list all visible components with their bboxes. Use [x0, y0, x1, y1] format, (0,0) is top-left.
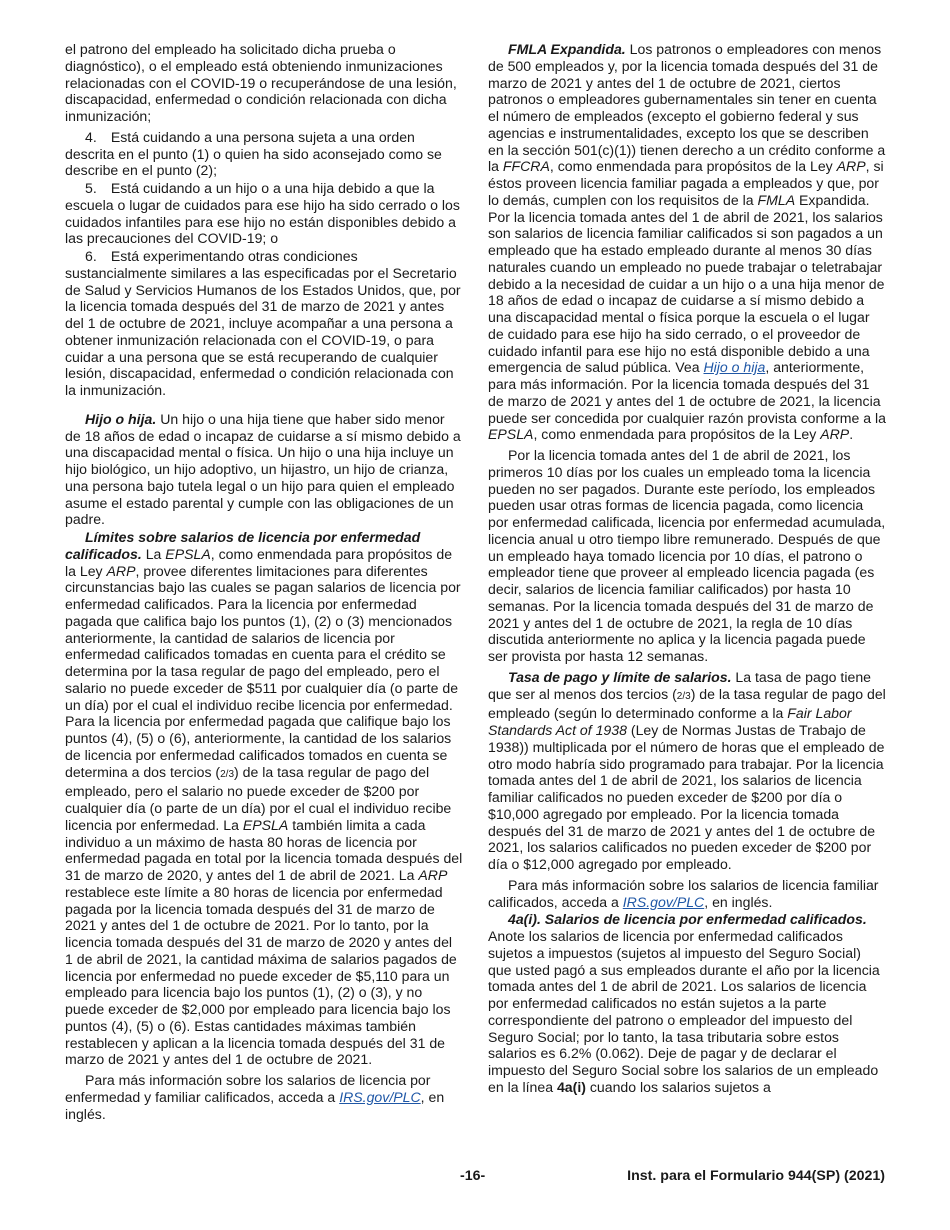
text-run: Anote los salarios de licencia por enfermedad calificados sujetos a impuestos (sujetos al impuesto del Seguro Social) que usted pagó a sus empleados durante el año por la licencia tomada antes del 1 de abril de 2021. Los salarios de licencia por enfermedad calificados no están sujetos a la parte correspondiente del patrono o empleador del impuesto del Seguro Social; por lo tanto, la tasa tributaria sobre estos salarios es 6.2% (0.062). Deje de pagar y de declarar el impuesto del Seguro Social sobre los salarios de un empleado en la línea	[488, 928, 880, 1095]
fmla-heading: FMLA Expandida.	[508, 41, 626, 57]
text-run: La tasa de pago tiene que ser al menos dos tercios (	[488, 668, 871, 702]
mas-info-familiar-paragraph	[488, 877, 886, 911]
irs-plc-link[interactable]: IRS.gov/PLC	[622, 893, 705, 910]
text-run-italic: FMLA	[757, 191, 796, 208]
text-run: también limita a cada individuo a un máximo de hasta 80 horas de licencia por enfermedad pagada en total por la licencia tomada después del 31 de marzo de 2020, y antes del 1 de abril de 2021. La	[65, 816, 463, 883]
list-item-4: 4. Está cuidando a una persona sujeta a una orden descrita en el punto (1) o quien ha sido aconsejado como se describe en el punto (2);	[65, 128, 442, 179]
fmla-paragraph	[488, 41, 886, 443]
tasa-heading: Tasa de pago y límite de salarios.	[508, 668, 732, 685]
list-item-6: 6. Está experimentando otras condiciones sustancialmente similares a las especificadas por el Secretario de Salud y Servicios Humanos de los Estados Unidos, que, por la licencia tomada después del 31 de marzo de 2021 y antes del 1 de octubre de 2021, incluye acompañar a una persona a obtener inmunización relacionada con el COVID-19, o para cuidar a una persona que se está recuperando de cualquier lesión, discapacidad, enfermedad o condición relacionada con la inmunización.	[65, 248, 461, 398]
paragraph-continuation: el patrono del empleado ha solicitado dicha prueba o diagnóstico), o el empleado está obteniendo inmunizaciones relacionadas con el COVID-19 o recuperándose de una lesión, discapacidad, enfermedad o condición relacionada con dicha inmunización;	[65, 41, 457, 124]
list-item-5: 5. Está cuidando a un hijo o a una hija debido a que la escuela o lugar de cuidados para ese hijo ha sido cerrado o los cuidados infantiles para ese hijo no están disponibles debido a las precauciones del COVID-19; o	[65, 180, 460, 247]
line-4a-heading: 4a(i). Salarios de licencia por enfermedad calificados.	[508, 911, 867, 928]
text-run-italic: ARP	[106, 562, 136, 579]
text-run-bold: 4a(i)	[556, 1078, 586, 1095]
fraction-two-thirds: 2/3	[220, 768, 235, 780]
line-4a-paragraph	[488, 911, 886, 1095]
limites-heading: Límites sobre salarios de licencia por enfermedad calificados.	[65, 529, 421, 562]
text-run: , si éstos proveen licencia familiar pagada a empleados y que, por lo demás, cumplen con los requisitos de la	[488, 158, 884, 208]
mas-info-paragraph	[65, 1072, 463, 1122]
text-run: Para más información sobre los salarios de licencia por enfermedad y familiar calificados, acceda a	[65, 1072, 431, 1105]
text-run: , en inglés.	[65, 1088, 445, 1122]
right-column	[488, 41, 886, 1100]
page-footer	[65, 1168, 887, 1188]
hijo-heading: Hijo o hija.	[85, 410, 157, 427]
limites-paragraph	[65, 529, 463, 1068]
ten-days-paragraph: Por la licencia tomada antes del 1 de abril de 2021, los primeros 10 días por los cuales un empleado toma la licencia pueden no ser pagados. Durante este período, los empleados pueden usar otras formas de licencia pagada, como licencia por enfermedad calificada, licencia por enfermedad acumulada, licencia anual u otro tiempo libre remunerado. Después de que un empleado haya tomado licencia por 10 días, el patrono o empleador tiene que proveer al empleado licencia pagada (es decir, salarios de licencia familiar calificados) por hasta 10 semanas. Por la licencia tomada después del 31 de marzo de 2021 y antes del 1 de octubre de 2021, la regla de 10 días discutida anteriormente no aplica y la licencia pagada puede ser provista por hasta 12 semanas.	[488, 447, 886, 664]
text-run: ) de la tasa regular de pago del empleado, pero el salario no puede exceder de $200 por cualquier día (o parte de un día) por el cual el individuo recibe licencia por enfermedad. La	[65, 763, 452, 833]
text-run-italic: ARP	[418, 867, 448, 883]
tasa-paragraph	[488, 669, 886, 873]
irs-plc-link[interactable]: IRS.gov/PLC	[339, 1088, 421, 1105]
text-run: .	[849, 426, 854, 443]
form-title: Inst. para el Formulario 944(SP) (2021)	[627, 1168, 885, 1184]
page-number: -16-	[460, 1168, 486, 1184]
text-run-italic: Fair Labor Standards Act of 1938	[488, 705, 852, 738]
text-run: Para más información sobre los salarios de licencia familiar calificados, acceda a	[488, 876, 879, 910]
text-run: Los patronos o empleadores con menos de 500 empleados y, por la licencia tomada después del 31 de marzo de 2021 y antes del 1 de octubre de 2021, ciertos patronos o empleadores gubernamentales sin tener en cuenta el número de empleados (excepto el gobierno federal y sus agencias e instrumentalidades, excepto los que se describen en la sección 501(c)(1)) tienen derecho a un crédito conforme a la	[488, 41, 886, 175]
text-run: , provee diferentes limitaciones para diferentes circunstancias bajo las cuales se pagan salarios de licencia por enfermedad calificados. Para la licencia por enfermedad pagada que califica bajo los puntos (1), (2) o (3) mencionados anteriormente, la cantidad de salarios de licencia por enfermedad calificados tomadas en cuenta para el crédito se determina por la tasa regular de pago del empleado, pero el salario no puede exceder de $511 por cualquier día (o parte de un día) por el cual el individuo recibe licencia por enfermedad. Para la licencia por enfermedad pagada que califique bajo los puntos (4), (5) o (6), anteriormente, la cantidad de los salarios de licencia por enfermedad calificados tomados en cuenta se determina a dos tercios (	[65, 562, 461, 780]
text-run: cuando los salarios sujetos a	[589, 1078, 771, 1095]
fraction-two-thirds: 2/3	[676, 690, 691, 702]
text-run: Expandida. Por la licencia tomada antes del 1 de abril de 2021, los salarios son salarios de licencia familiar calificados si son pagados a un empleado que ha estado empleado durante al menos 30 días naturales cuando un empleado no puede trabajar o teletrabajar debido a la necesidad de cuidar a un hijo o a una hija menor de 18 años de edad o incapaz de cuidarse a sí mismo debido a una discapacidad mental o física porque la escuela o el lugar de cuidado para ese hijo ha sido cerrado, o el proveedor de cuidado infantil para ese hijo no está disponible debido a una emergencia de salud pública. Vea	[488, 191, 885, 376]
text-run: , en inglés.	[704, 893, 773, 910]
text-run: , como enmendada para propósitos de la Ley	[65, 545, 453, 579]
text-run: (Ley de Normas Justas de Trabajo de 1938)) multiplicada por el número de horas que el empleado de otro modo habría sido programado para trabajar. Por la licencia tomada antes del 1 de abril de 2021, los salarios de licencia familiar calificados no pueden exceder de $200 por día o $10,000 agregado por empleado. Por la licencia tomada después del 31 de marzo de 2021 y antes del 1 de octubre de 2021, los salarios calificados no pueden exceder de $200 por día o $12,000 agregado por empleado.	[488, 722, 885, 872]
left-column	[65, 41, 463, 1126]
text-run-italic: EPSLA	[165, 545, 211, 562]
text-run-italic: ARP	[820, 426, 850, 443]
text-run: , como enmendada para propósitos de la Ley	[549, 158, 833, 175]
hijo-o-hija-link[interactable]: Hijo o hija	[703, 359, 766, 376]
text-run: , como enmendada para propósitos de la Ley	[533, 426, 817, 443]
hijo-paragraph	[65, 411, 463, 528]
text-run-italic: EPSLA	[488, 426, 534, 443]
text-run: , anteriormente, para más información. Por la licencia tomada después del 31 de marzo de 2021 y antes del 1 de octubre de 2021, la licencia puede ser concedida por cualquier razón provista conforme a la	[488, 359, 886, 426]
text-run: restablece este límite a 80 horas de licencia por enfermedad pagada por la licencia tomada después del 31 de marzo de 2021 y antes del 1 de octubre de 2021. Por lo tanto, por la licencia tomada después del 31 de marzo de 2020 y antes del 1 de abril de 2021, la cantidad máxima de salarios pagados de licencia por enfermedad no puede exceder de $5,110 para un empleado para licencia bajo los puntos (1), (2) o (3), y no puede exceder de $2,000 por empleado para licencia bajo los puntos (4), (5) o (6). Estas cantidades máximas también restablecen y aplican a la licencia tomada después del 31 de marzo de 2021 y antes del 1 de octubre de 2021.	[65, 883, 457, 1068]
hijo-text: Un hijo o una hija tiene que haber sido menor de 18 años de edad o incapaz de cuidarse a sí mismo debido a una discapacidad mental o física. Un hijo o una hija incluye un hijo biológico, un hijo adoptivo, un hijastro, un hijo de crianza, una persona bajo tutela legal o un hijo para quien el empleado asume el estado parental y cumple con las obligaciones de un padre.	[65, 410, 461, 528]
text-run-italic: ARP	[836, 158, 866, 175]
text-run-italic: EPSLA	[242, 816, 289, 833]
text-run: ) de la tasa regular de pago del empleado (según lo determinado conforme a la	[488, 685, 886, 722]
text-run: La	[145, 545, 162, 562]
text-run-italic: FFCRA	[502, 158, 550, 175]
